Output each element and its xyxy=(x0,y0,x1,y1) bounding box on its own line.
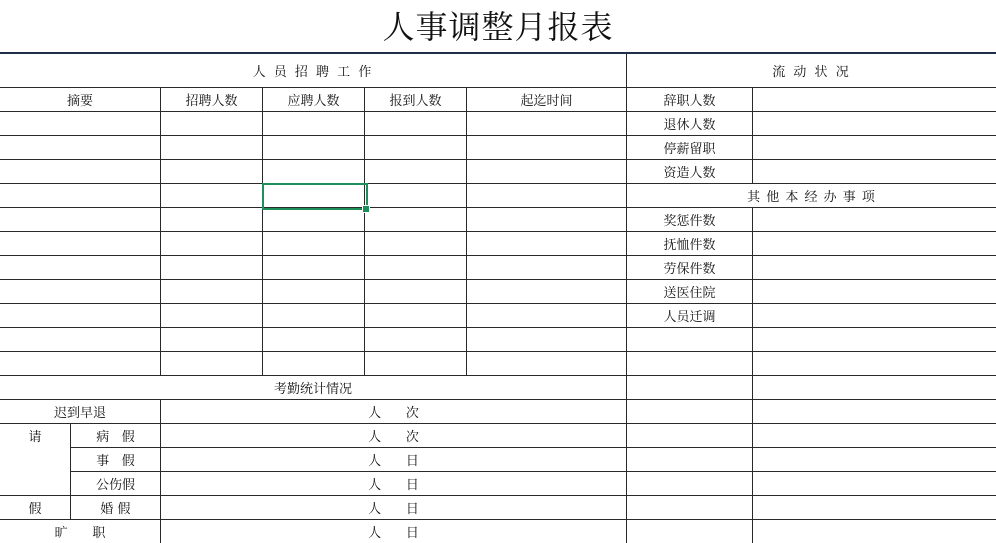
grid-line-horizontal xyxy=(0,255,996,256)
col-header-period[interactable]: 起迄时间 xyxy=(520,94,573,109)
attendance-unit-sick[interactable]: 人 次 xyxy=(368,430,419,445)
col-header-recruit-count[interactable]: 招聘人数 xyxy=(185,94,238,109)
attendance-injury-leave[interactable]: 公伤假 xyxy=(95,478,135,493)
turnover-section-header[interactable]: 流 动 状 况 xyxy=(772,65,851,80)
attendance-unit-absent[interactable]: 人 日 xyxy=(368,526,419,541)
grid-line-vertical xyxy=(262,87,263,375)
other-item-insurance[interactable]: 劳保件数 xyxy=(663,262,716,277)
attendance-unit-injury[interactable]: 人 日 xyxy=(368,478,419,493)
turnover-item-unpaid-leave[interactable]: 停薪留职 xyxy=(663,142,716,157)
attendance-personal-leave[interactable]: 事 假 xyxy=(96,454,135,469)
grid-line-vertical xyxy=(160,87,161,375)
attendance-leave-char-bottom: 假 xyxy=(28,502,42,517)
attendance-unit-late[interactable]: 人 次 xyxy=(368,406,419,421)
other-item-transfer[interactable]: 人员迁调 xyxy=(663,310,716,325)
grid-line-vertical xyxy=(364,87,365,375)
grid-line-vertical xyxy=(466,87,467,375)
turnover-item-dismissed[interactable]: 资造人数 xyxy=(663,166,716,181)
col-header-applicant-count[interactable]: 应聘人数 xyxy=(287,94,340,109)
recruitment-section-header[interactable]: 人 员 招 聘 工 作 xyxy=(252,65,374,80)
attendance-late-label[interactable]: 迟到早退 xyxy=(53,406,106,421)
grid-line-horizontal xyxy=(0,231,996,232)
other-item-pension[interactable]: 抚恤件数 xyxy=(663,238,716,253)
grid-line-vertical xyxy=(752,207,753,543)
attendance-leave-char-top: 请 xyxy=(28,430,42,445)
grid-line-horizontal xyxy=(0,135,996,136)
other-section-header[interactable]: 其 他 本 经 办 事 项 xyxy=(747,190,876,205)
report-title: 人事调整月报表 xyxy=(382,8,614,46)
attendance-marriage-leave[interactable]: 婚 假 xyxy=(100,502,131,517)
grid-line-horizontal xyxy=(0,327,996,328)
attendance-sick-leave[interactable]: 病 假 xyxy=(96,430,135,445)
other-item-rewards[interactable]: 奖惩件数 xyxy=(663,214,716,229)
grid-line-horizontal xyxy=(0,159,996,160)
fill-handle[interactable] xyxy=(362,205,370,213)
grid-line-vertical xyxy=(752,87,753,183)
grid-line-horizontal xyxy=(0,351,996,352)
grid-line-horizontal xyxy=(0,111,996,112)
col-header-reported-count[interactable]: 报到人数 xyxy=(389,94,442,109)
other-item-hospital[interactable]: 送医住院 xyxy=(663,286,716,301)
col-header-summary[interactable]: 摘要 xyxy=(66,94,93,109)
grid-line-horizontal xyxy=(0,303,996,304)
attendance-absent-label[interactable]: 旷 职 xyxy=(54,526,106,541)
grid-line-horizontal xyxy=(0,279,996,280)
attendance-section-header[interactable]: 考勤统计情况 xyxy=(273,382,352,397)
turnover-item-resign[interactable]: 辞职人数 xyxy=(663,94,716,109)
turnover-item-retire[interactable]: 退休人数 xyxy=(663,118,716,133)
grid-line-horizontal xyxy=(0,207,996,208)
attendance-unit-personal[interactable]: 人 日 xyxy=(368,454,419,469)
selected-cell-outline[interactable] xyxy=(262,183,368,210)
attendance-unit-marriage[interactable]: 人 日 xyxy=(368,502,419,517)
